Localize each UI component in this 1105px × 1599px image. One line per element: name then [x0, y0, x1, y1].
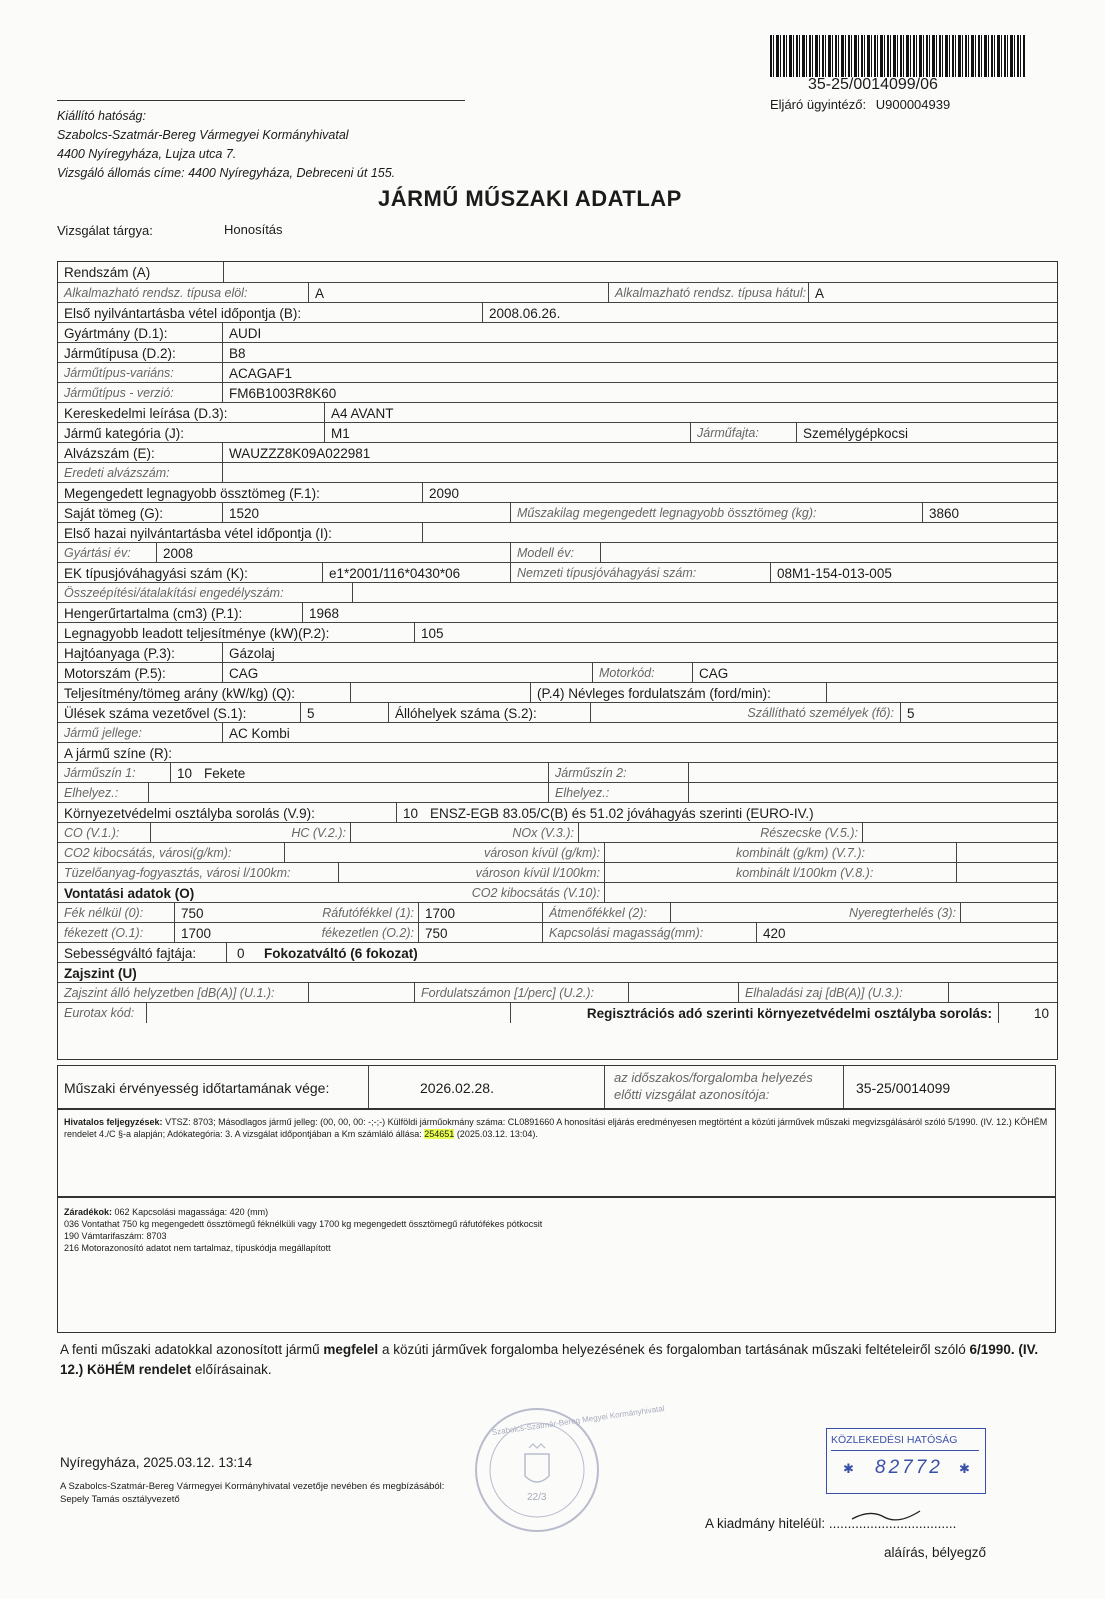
- validity-label: Műszaki érvényesség időtartamának vége:: [64, 1080, 330, 1096]
- commercial-desc-value: A4 AVANT: [324, 403, 1057, 423]
- validity-value: 2026.02.28.: [420, 1080, 494, 1096]
- form-row: [58, 822, 1057, 843]
- barcode: [770, 35, 1025, 77]
- placement2-value: [688, 783, 1057, 803]
- power-mass-ratio-value: [350, 683, 530, 703]
- form-row: [58, 702, 1057, 723]
- form-row: [58, 862, 1057, 883]
- type-value: B8: [222, 343, 1057, 363]
- first-registration-label: Első nyilvántartásba vétel időpontja (B):: [64, 305, 302, 321]
- first-domestic-reg-label: Első hazai nyilvántartásba vétel időpontja (I):: [64, 525, 332, 541]
- seal-number: 22/3: [527, 1492, 547, 1503]
- statement-emphasis: megfelel: [323, 1342, 379, 1357]
- issuer-label: Kiállító hatóság:: [57, 109, 146, 123]
- co2-extra-urban-label: városon kívül (g/km):: [483, 846, 600, 860]
- max-mass-label: Megengedett legnagyobb össztömeg (F.1):: [64, 485, 320, 501]
- fuel-extra-urban-value: [604, 863, 730, 883]
- color2-label: Járműszín 2:: [548, 763, 688, 783]
- own-mass-label: Saját tömeg (G):: [64, 505, 164, 521]
- particulate-value: [862, 823, 1057, 843]
- co2-urban-value: [284, 843, 454, 863]
- official-notes-text: VTSZ: 8703; Másodlagos jármű jelleg: (00, 00, 00: -;-;-) Külföldi járműokmány száma: CL0891660 A honosítási eljárás eredményesen megtörtént a közúti járművek műszaki: [165, 1117, 850, 1127]
- form-row: [58, 962, 1057, 983]
- commercial-desc-label: Kereskedelmi leírása (D.3):: [64, 405, 228, 421]
- plate-rear-value: A: [808, 283, 1057, 303]
- validity-divider: [604, 1066, 605, 1108]
- form-row: [58, 762, 1057, 783]
- signatory-block: [60, 1480, 444, 1506]
- saddle-load-value: [960, 903, 1057, 923]
- fuel-urban-value: [338, 863, 454, 883]
- issuer-block: [57, 107, 395, 183]
- power-label: Legnagyobb leadott teljesítménye (kW)(P.2):: [64, 625, 330, 641]
- displacement-label: Hengerűrtartalma (cm3) (P.1):: [64, 605, 243, 621]
- through-brake-label: Átmenőfékkel (2):: [542, 903, 670, 923]
- inspection-id-value: 35-25/0014099: [856, 1080, 951, 1096]
- stamp-star-icon: ✱: [843, 1461, 854, 1476]
- form-row: [58, 582, 1057, 603]
- form-row: [58, 882, 1057, 903]
- seats-value: 5: [300, 703, 388, 723]
- form-row: [58, 802, 1057, 823]
- form-row: [58, 402, 1057, 423]
- official-notes: [64, 1116, 1049, 1140]
- version-label: Járműtípus - verzió:: [64, 386, 174, 400]
- rated-speed-value: [826, 683, 1057, 703]
- conversion-permit-value: [352, 583, 1057, 603]
- saddle-load-label: Nyeregterhelés (3):: [849, 906, 956, 920]
- form-row: [58, 502, 1057, 523]
- issuer-address: 4400 Nyíregyháza, Lujza utca 7.: [57, 147, 237, 161]
- co2-extra-urban-value: [604, 843, 730, 863]
- official-notes-text: megvizsgálásáról szóló 5/1990. (IV. 12.) KÖHÉM rendelet 4./C §-a alapján; Adókategória: 3. A vizsgálat időpontjában a Km számláló állása:: [64, 1117, 1048, 1139]
- case-officer: [770, 97, 950, 112]
- overrun-brake-label: Ráfutófékkel (1):: [322, 906, 414, 920]
- form-row: [58, 442, 1057, 463]
- form-row: [58, 482, 1057, 503]
- fuel-combined-value: [956, 863, 1057, 883]
- clauses-box: [57, 1197, 1056, 1333]
- co2-v10-value: [604, 883, 1057, 903]
- particulate-label: Részecske (V.5.):: [760, 826, 858, 840]
- coupling-height-value: 420: [756, 923, 1057, 943]
- category-label: Jármű kategória (J):: [64, 425, 185, 441]
- co2-combined-value: [956, 843, 1057, 863]
- form-row: [58, 302, 1057, 323]
- authority-stamp: [826, 1428, 986, 1494]
- tech-max-mass-label: Műszakilag megengedett legnagyobb össztömeg (kg):: [510, 503, 922, 523]
- engine-code-value: CAG: [692, 663, 1057, 683]
- inspection-id-label: [614, 1069, 813, 1103]
- hc-label: HC (V.2.):: [291, 826, 346, 840]
- fuel-combined-label: kombinált l/100km (V.8.):: [736, 866, 874, 880]
- inspection-id-label-line2: előtti vizsgálat azonosítója:: [614, 1087, 770, 1102]
- signature-icon: [850, 1505, 930, 1525]
- production-year-label: Gyártási év:: [64, 546, 131, 560]
- co-label: CO (V.1.):: [64, 826, 120, 840]
- form-row: [58, 1002, 1057, 1023]
- form-row: [58, 722, 1057, 743]
- form-row: [58, 662, 1057, 683]
- variant-label: Járműtípus-variáns:: [64, 366, 174, 380]
- first-registration-value: 2008.06.26.: [482, 303, 582, 323]
- clause-item: 216 Motorazonosító adatot nem tartalmaz, típuskódja megállapított: [64, 1243, 331, 1253]
- color2-value: [688, 763, 1057, 783]
- co2-combined-label: kombinált (g/km) (V.7.):: [736, 846, 865, 860]
- fuel-extra-urban-label: városon kívül l/100km:: [475, 866, 600, 880]
- form-row: [58, 922, 1057, 943]
- stationary-noise-value: [308, 983, 414, 1003]
- model-year-label: Modell év:: [510, 543, 600, 563]
- placement2-label: Elhelyez.:: [548, 783, 688, 803]
- gearbox-value: Fokozatváltó (6 fokozat): [264, 945, 418, 961]
- original-vin-label: Eredeti alvázszám:: [64, 466, 170, 480]
- form-row: [58, 782, 1057, 803]
- model-year-value: [600, 543, 1057, 563]
- case-officer-label: Eljáró ügyintéző:: [770, 97, 867, 112]
- ec-approval-label: EK típusjóváhagyási szám (K):: [64, 565, 248, 581]
- passby-noise-value: [948, 983, 1057, 1003]
- color-section-label: A jármű színe (R):: [64, 745, 173, 761]
- make-value: AUDI: [222, 323, 1057, 343]
- fuel-label: Hajtóanyaga (P.3):: [64, 645, 175, 661]
- noise-rpm-label: Fordulatszámon [1/perc] (U.2.):: [414, 983, 628, 1003]
- round-seal: [475, 1403, 666, 1532]
- vehicle-kind-label: Járműfajta:: [690, 423, 796, 443]
- form-row: [58, 682, 1057, 703]
- stamp-title: KÖZLEKEDÉSI HATÓSÁG: [831, 1434, 958, 1446]
- make-label: Gyártmány (D.1):: [64, 325, 168, 341]
- document-title: JÁRMŰ MŰSZAKI ADATLAP: [378, 186, 682, 211]
- clauses: [64, 1206, 542, 1254]
- unbraked-o2-label: fékezetlen (O.2):: [321, 926, 414, 940]
- standing-places-label: Állóhelyek száma (S.2):: [388, 703, 590, 723]
- plate-front-value: A: [308, 283, 608, 303]
- env-class-label: Környezetvédelmi osztályba sorolás (V.9):: [64, 805, 315, 821]
- body-type-value: AC Kombi: [222, 723, 1057, 743]
- validity-divider: [843, 1066, 844, 1108]
- stamp-number: 82772: [875, 1457, 943, 1478]
- barcode-number: 35-25/0014099/06: [808, 76, 938, 93]
- co2-urban-label: CO2 kibocsátás, városi(g/km):: [64, 846, 232, 860]
- reg-tax-env-class-value: 10: [998, 1003, 1057, 1023]
- color1-code: 10: [170, 763, 198, 783]
- passengers-label: Szállítható személyek (fő):: [747, 706, 894, 720]
- signature-line: ..................................: [828, 1516, 957, 1531]
- form-row: [58, 342, 1057, 363]
- placement1-value: [148, 783, 548, 803]
- co2-v10-label: CO2 kibocsátás (V.10):: [471, 886, 600, 900]
- fuel-urban-label: Tüzelőanyag-fogyasztás, városi l/100km:: [64, 866, 291, 880]
- variant-value: ACAGAF1: [222, 363, 1057, 383]
- displacement-value: 1968: [302, 603, 1057, 623]
- issuer-name: Szabolcs-Szatmár-Bereg Vármegyei Kormányhivatal: [57, 128, 349, 142]
- clause-item: 190 Vámtarifaszám: 8703: [64, 1231, 167, 1241]
- on-behalf-text: A Szabolcs-Szatmár-Bereg Vármegyei Kormányhivatal vezetője nevében és megbízásából:: [60, 1481, 445, 1492]
- eurotax-value: [146, 1003, 510, 1023]
- national-approval-value: 08M1-154-013-005: [770, 563, 1057, 583]
- statement-emphasis: 6/1990. (IV. 12.) KöHÉM rendelet: [60, 1342, 1039, 1377]
- overrun-brake-value: 1700: [418, 903, 542, 923]
- passby-noise-label: Elhaladási zaj [dB(A)] (U.3.):: [738, 983, 948, 1003]
- inspection-id-label-line1: az időszakos/forgalomba helyezés: [614, 1070, 813, 1085]
- fuel-value: Gázolaj: [222, 643, 1057, 663]
- form-row: [58, 422, 1057, 443]
- form-row: [58, 282, 1057, 303]
- form-row: [58, 982, 1057, 1003]
- towing-section-label: Vontatási adatok (O): [64, 885, 195, 901]
- max-mass-value: 2090: [422, 483, 522, 503]
- form-row: [58, 642, 1057, 663]
- national-approval-label: Nemzeti típusjóváhagyási szám:: [510, 563, 770, 583]
- nox-label: NOx (V.3.):: [512, 826, 574, 840]
- env-class-value: ENSZ-EGB 83.05/C(B) és 51.02 jóváhagyás szerinti (EURO-IV.): [430, 805, 814, 821]
- color1-value: Fekete: [204, 765, 246, 781]
- form-row: [58, 462, 1057, 483]
- conversion-permit-label: Összeépítési/átalakítási engedélyszám:: [64, 586, 284, 600]
- standing-places-value: [590, 703, 690, 723]
- passengers-value: 5: [900, 703, 1057, 723]
- original-vin-value: [222, 463, 1057, 483]
- form-row: [58, 562, 1057, 583]
- issuer-station: Vizsgáló állomás címe: 4400 Nyíregyháza, Debreceni út 155.: [57, 166, 396, 180]
- color1-label: Járműszín 1:: [64, 766, 136, 780]
- ec-approval-value: e1*2001/116*0430*06: [322, 563, 510, 583]
- statement-text: A fenti műszaki adatokkal azonosított jármű: [60, 1342, 320, 1357]
- clause-item: 036 Vontathat 750 kg megengedett össztömegű féknélküli vagy 1700 kg megengedett össztömegű ráfutófékes pótkocsit: [64, 1219, 543, 1229]
- eurotax-label: Eurotax kód:: [64, 1006, 135, 1020]
- production-year-value: 2008: [156, 543, 510, 563]
- engine-number-value: CAG: [222, 663, 592, 683]
- unbraked-o2-value: 750: [418, 923, 542, 943]
- power-value: 105: [414, 623, 1057, 643]
- statement-text: előírásainak.: [195, 1362, 272, 1377]
- case-officer-id: U900004939: [875, 97, 951, 112]
- official-notes-label: Hivatalos feljegyzések:: [64, 1117, 163, 1127]
- through-brake-value: [670, 903, 790, 923]
- reg-tax-env-class-label: Regisztrációs adó szerinti környezetvédelmi osztályba sorolás:: [510, 1003, 998, 1023]
- seats-label: Ülések száma vezetővel (S.1):: [64, 705, 247, 721]
- official-notes-text: (2025.03.12. 13:04).: [456, 1129, 538, 1139]
- noise-rpm-value: [628, 983, 738, 1003]
- vin-label: Alvázszám (E):: [64, 445, 155, 461]
- braked-value: 1700: [174, 923, 292, 943]
- form-row: [58, 382, 1057, 403]
- form-row: [58, 622, 1057, 643]
- stamp-star-icon: ✱: [959, 1461, 970, 1476]
- clauses-label: Záradékok:: [64, 1207, 113, 1217]
- stationary-noise-label: Zajszint álló helyzetben [dB(A)] (U.1.):: [64, 986, 275, 1000]
- gearbox-label: Sebességváltó fajtája:: [64, 945, 197, 961]
- form-row: [58, 322, 1057, 343]
- plate-rear-label: Alkalmazható rendsz. típusa hátul:: [608, 283, 808, 303]
- unbraked-value: 750: [174, 903, 292, 923]
- statement-text: szóló: [934, 1342, 966, 1357]
- body-type-label: Jármű jellege:: [64, 726, 142, 740]
- form-row: [58, 542, 1057, 563]
- stamp-rule: [831, 1450, 979, 1451]
- validity-box: [57, 1065, 1056, 1109]
- issuer-rule: [57, 100, 465, 101]
- signature-caption: aláírás, bélyegző: [884, 1545, 987, 1560]
- unbraked-label: Fék nélkül (0):: [64, 906, 144, 920]
- form-row: [58, 942, 1057, 963]
- noise-section-label: Zajszint (U): [64, 965, 137, 981]
- version-value: FM6B1003R8K60: [222, 383, 1057, 403]
- registration-value: [223, 262, 1057, 282]
- placement1-label: Elhelyez.:: [64, 786, 119, 800]
- type-label: Járműtípusa (D.2):: [64, 345, 176, 361]
- statement-text: a közúti járművek forgalomba helyezésének és forgalomban tartásának műszaki feltételeiről: [381, 1342, 931, 1357]
- category-value: M1: [324, 423, 690, 443]
- power-mass-ratio-label: Teljesítmény/tömeg arány (kW/kg) (Q):: [64, 685, 296, 701]
- subject-label: Vizsgálat tárgya:: [57, 223, 153, 238]
- engine-code-label: Motorkód:: [592, 663, 692, 683]
- official-notes-box: [57, 1109, 1056, 1197]
- place-date: Nyíregyháza, 2025.03.12. 13:14: [60, 1455, 253, 1470]
- vin-value: WAUZZZ8K09A022981: [222, 443, 1057, 463]
- form-row: [58, 902, 1057, 923]
- registration-label: Rendszám (A): [64, 264, 151, 280]
- clause-item: 062 Kapcsolási magassága: 420 (mm): [114, 1207, 269, 1217]
- own-mass-value: 1520: [222, 503, 510, 523]
- subject-value: Honosítás: [224, 222, 283, 237]
- signer-name: Sepely Tamás osztályvezető: [60, 1494, 180, 1505]
- copy-label: A kiadmány hiteléül:: [705, 1516, 826, 1531]
- plate-front-label: Alkalmazható rendsz. típusa elöl:: [64, 286, 248, 300]
- seal-text: Szabolcs-Szatmár-Bereg Megyei Kormányhivatal: [491, 1403, 666, 1438]
- hc-value: [350, 823, 488, 843]
- compliance-statement: [60, 1340, 1055, 1380]
- coupling-height-label: Kapcsolási magasság(mm):: [542, 923, 756, 943]
- rated-speed-label: (P.4) Névleges fordulatszám (ford/min):: [530, 683, 826, 703]
- validity-divider: [368, 1066, 369, 1108]
- form-row: [58, 742, 1057, 763]
- odometer-reading: 254651: [424, 1129, 455, 1139]
- tech-max-mass-value: 3860: [922, 503, 1057, 523]
- vehicle-data-form: [57, 261, 1058, 1060]
- braked-label: fékezett (O.1):: [64, 926, 144, 940]
- form-row: [58, 842, 1057, 863]
- vehicle-kind-value: Személygépkocsi: [796, 423, 1057, 443]
- env-class-code: 10: [396, 803, 424, 823]
- form-row: [58, 262, 1057, 282]
- co-value: [150, 823, 260, 843]
- engine-number-label: Motorszám (P.5):: [64, 665, 166, 681]
- form-row: [58, 362, 1057, 383]
- form-row: [58, 522, 1057, 543]
- nox-value: [578, 823, 728, 843]
- gearbox-code: 0: [226, 943, 258, 963]
- first-domestic-reg-value: [422, 523, 1057, 543]
- form-row: [58, 602, 1057, 623]
